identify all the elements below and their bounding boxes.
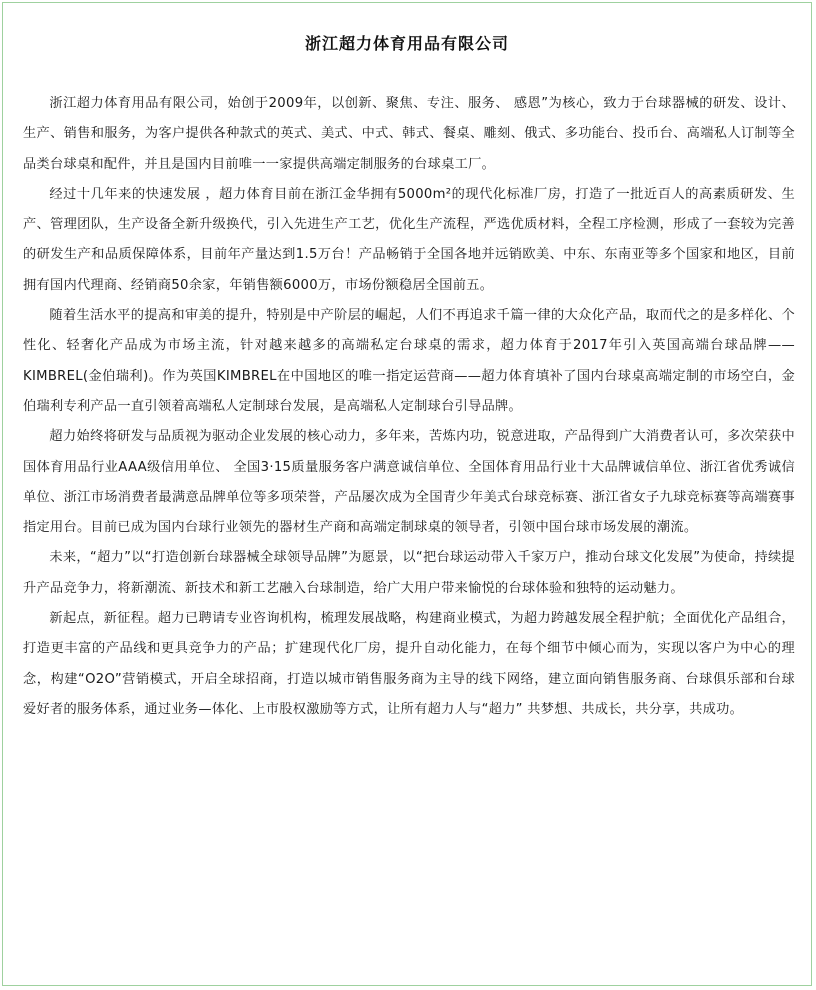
paragraph-vision: 未来，“超力”以“打造创新台球器械全球领导品牌”为愿景，以“把台球运动带入千家万户，推动台球文化发展”为使命，持续提升产品竞争力，将新潮流、新技术和新工艺融入台球制造，给广大用户带来愉悦的台球体验和独特的运动魅力。 (23, 550, 795, 596)
paragraph-new-journey: 新起点，新征程。超力已聘请专业咨询机构，梳理发展战略，构建商业模式，为超力跨越发展全程护航；全面优化产品组合，打造更丰富的产品线和更具竞争力的产品；扩建现代化厂房，提升自动化能力，在每个细节中倾心而为，实现以客户为中心的理念，构建“O2O”营销模式，开启全球招商，打造以城市销售服务商为主导的线下网络，建立面向销售服务商、台球俱乐部和台球爱好者的服务体系，通过业务—体化、上市股权激励等方式，让所有超力人与“超力” 共梦想、共成长，共分享，共成功。 (23, 611, 795, 717)
paragraph-development: 经过十几年来的快速发展 ，超力体育目前在浙江金华拥有5000m²的现代化标准厂房，打造了一批近百人的高素质研发、生产、管理团队，生产设备全新升级换代，引入先进生产工艺，优化生产流程，严选优质材料，全程工序检测，形成了一套较为完善的研发生产和品质保障体系，目前年产量达到1.5万台！产品畅销于全国各地并远销欧美、中东、东南亚等多个国家和地区，目前拥有国内代理商、经销商50余家，年销售额6000万，市场份额稳居全国前五。 (23, 186, 795, 293)
paragraph-intro: 浙江超力体育用品有限公司，始创于2009年，以创新、聚焦、专注、服务、 感恩”为核心，致力于台球器械的研发、设计、生产、销售和服务，为客户提供各种款式的英式、美式、中式、韩式、餐桌、雕刻、俄式、多功能台、投币台、高端私人订制等全品类台球桌和配件，并且是国内目前唯一一家提供高端定制服务的台球桌工厂。 (23, 96, 795, 172)
paragraph-honors: 超力始终将研发与品质视为驱动企业发展的核心动力，多年来，苦炼内功，锐意进取，产品得到广大消费者认可，多次荣获中国体育用品行业AAA级信用单位、 全国3·15质量服务客户满意诚信单位、全国体育用品行业十大品牌诚信单位、浙江省优秀诚信单位、浙江市场消费者最满意品牌单位等多项荣誉，产品屡次成为全国青少年美式台球竞标赛、浙江省女子九球竞标赛等高端赛事指定用台。目前已成为国内台球行业领先的器材生产商和高端定制球桌的领导者，引领中国台球市场发展的潮流。 (23, 429, 795, 536)
paragraph-kimbrel: 随着生活水平的提高和审美的提升，特别是中产阶层的崛起，人们不再追求千篇一律的大众化产品，取而代之的是多样化、个性化、轻奢化产品成为市场主流，针对越来越多的高端私定台球桌的需求，超力体育于2017年引入英国高端台球品牌——KIMBREL(金伯瑞利)。作为英国KIMBREL在中国地区的唯一指定运营商——超力体育填补了国内台球桌高端定制的市场空白，金伯瑞利专利产品一直引领着高端私人定制球台发展，是高端私人定制球台引导品牌。 (23, 308, 795, 414)
page-title: 浙江超力体育用品有限公司 (304, 34, 509, 53)
document-body (23, 89, 795, 725)
document-frame (2, 2, 812, 986)
